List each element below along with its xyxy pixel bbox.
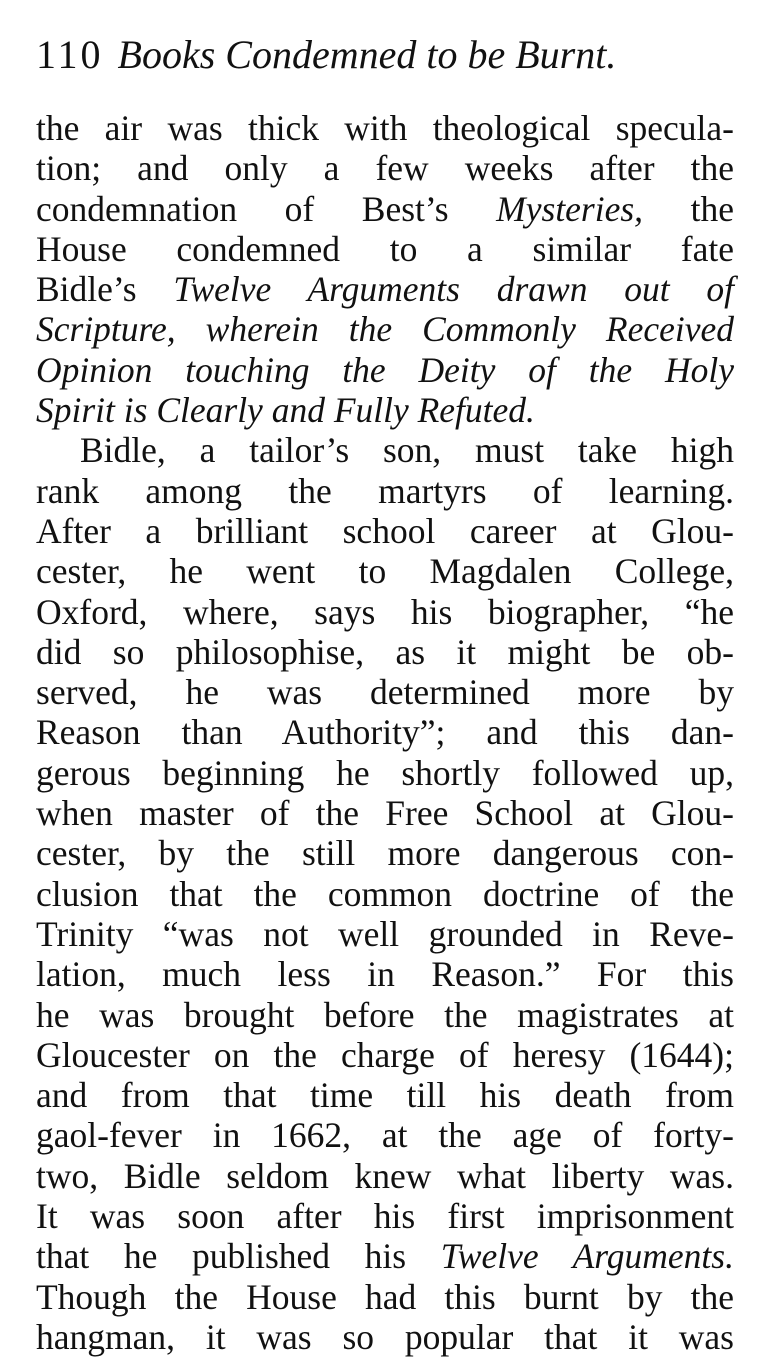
text-line-11: After a brilliant school career at Glou- [36,510,734,551]
text-line-30: Though the House had this burnt by the [36,1276,734,1317]
text-line-3: condemnation of Best’s Mysteries, the [36,188,734,229]
text-line-24: Gloucester on the charge of heresy (1644); [36,1034,734,1075]
text-line-4: House condemned to a similar fate [36,228,734,269]
body-text [36,108,734,1357]
text-line-20: clusion that the common doctrine of the [36,873,734,914]
text-line-2: tion; and only a few weeks after the [36,148,734,189]
text-line-15: served, he was determined more by [36,672,734,713]
text-line-17: gerous beginning he shortly followed up, [36,752,734,793]
text-line-28: It was soon after his first imprisonment [36,1196,734,1237]
text-line-29: that he published his Twelve Arguments. [36,1236,734,1277]
text-line-7: Opinion touching the Deity of the Holy [36,349,734,390]
text-line-31: hangman, it was so popular that it was [36,1316,734,1357]
text-line-8: Spirit is Clearly and Fully Refuted. [36,390,535,431]
text-line-23: he was brought before the magistrates at [36,994,734,1035]
text-line-5: Bidle’s Twelve Arguments drawn out of [36,269,734,310]
text-line-10: rank among the martyrs of learning. [36,470,734,511]
text-line-19: cester, by the still more dangerous con- [36,833,734,874]
text-line-16: Reason than Authority”; and this dan- [36,712,734,753]
text-line-1: the air was thick with theological specula- [36,108,734,148]
text-line-9: Bidle, a tailor’s son, must take high [80,430,734,471]
page-number: 110 [36,32,104,77]
running-title: Books Condemned to be Burnt. [117,32,617,77]
text-line-22: lation, much less in Reason.” For this [36,954,734,995]
text-line-13: Oxford, where, says his biographer, “he [36,591,734,632]
text-line-27: two, Bidle seldom knew what liberty was. [36,1155,734,1196]
text-line-21: Trinity “was not well grounded in Reve- [36,913,734,954]
text-line-12: cester, he went to Magdalen College, [36,551,734,592]
text-line-14: did so philosophise, as it might be ob- [36,631,734,672]
running-head [36,30,736,80]
text-line-26: gaol-fever in 1662, at the age of forty- [36,1115,734,1156]
text-line-18: when master of the Free School at Glou- [36,793,734,834]
text-line-25: and from that time till his death from [36,1075,734,1116]
text-line-6: Scripture, wherein the Commonly Received [36,309,734,350]
